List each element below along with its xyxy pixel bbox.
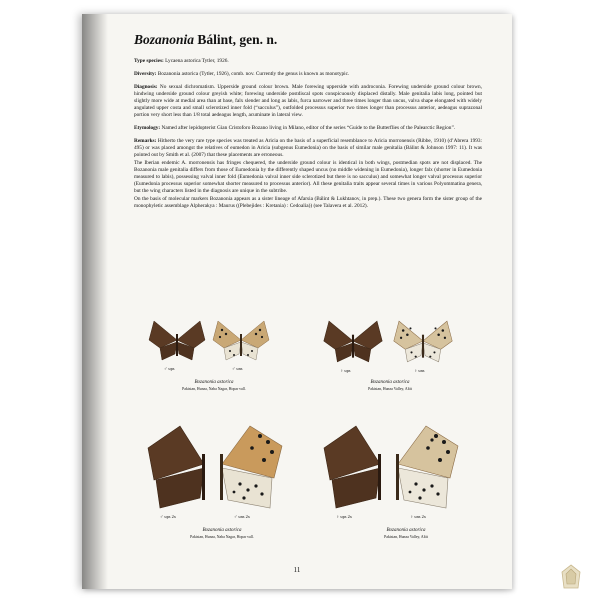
- genus-title: [134, 32, 482, 48]
- remarks-text-2: The Iberian endemic A. morronensis has fringes chequered, the underside ground colour is identical in both wings, postmedian spots are not displaced. The Bozanonia male genitalia differs from those of Eumedonia by the differently shaped uncus (no middle widening in Eumedonia), longer falx (shorter in Eumedonia measured to labis), possessing valval inner fold (Eumedonia valval inner side sclerotized but there is no sacculus) and somewhat longer valval processus superior (Eumedonia processus superior somewhat shorter measured to processus anterior). All these genitalia traits appear several times in various Polyommatina genera, but the wing characters listed in the diagnosis are unique in the subtribe.: [134, 159, 482, 194]
- type-species-label: Type species:: [134, 58, 164, 64]
- page-spine-shadow: [82, 14, 108, 589]
- diagnosis-paragraph: [134, 84, 482, 119]
- specimen-plate-row-2: [134, 424, 482, 554]
- female-upperside-2x-image: [320, 424, 384, 512]
- plate-1-right-caption: [330, 380, 450, 391]
- remarks-paragraph-2: [134, 160, 482, 195]
- plate-2-right-caption: [346, 528, 466, 539]
- locality-caption: Pakistan, Hunza Valley, Altit: [384, 535, 428, 539]
- pharaoh-logo-icon: [560, 564, 582, 590]
- diagnosis-label: Diagnosis:: [134, 83, 158, 90]
- book-page: [82, 14, 512, 589]
- remarks-text-3: On the basis of molecular markers Bozanonia appears as a sister lineage of Afarsia (Bálint & Lukhtanov, in prep.). These two genera form the sister group of the monophyletic assemblage Alpherakya : Maurus ((Plebejides : Kretania) : Cedoalia)) (see Talavera et al. 2012).: [134, 195, 482, 209]
- male-ups-label: ♂ ups: [164, 366, 175, 371]
- remarks-label: Remarks:: [134, 137, 157, 144]
- species-caption: Bozanonia astorica: [202, 528, 242, 533]
- male-upperside-specimen-image: [148, 318, 206, 364]
- type-species-paragraph: [134, 58, 482, 65]
- female-upperside-specimen-image: [322, 318, 384, 366]
- male-upperside-2x-image: [144, 424, 208, 512]
- article-text: [134, 32, 482, 216]
- genus-author: Bálint, gen. n.: [197, 32, 278, 47]
- remarks-paragraph-3: [134, 196, 482, 210]
- type-species-text: Lycaena astorica Tytler, 1926.: [165, 58, 229, 64]
- male-uns-2x-label: ♂ uns 2x: [234, 514, 250, 519]
- female-ups-label: ♀ ups: [340, 368, 351, 373]
- locality-caption: Pakistan, Hunza, Naba Nagar, Hopar vall.: [182, 387, 246, 391]
- locality-caption: Pakistan, Hunza Valley, Altit: [368, 387, 412, 391]
- page-number: 11: [293, 566, 301, 574]
- etymology-paragraph: [134, 125, 482, 132]
- etymology-text: Named after lepidopterist Gian Cristoforo Bozano living in Milano, editor of the series “Guide to the Butterflies of the Palearctic Region”.: [161, 124, 456, 131]
- species-caption: Bozanonia astorica: [370, 380, 410, 385]
- specimen-plate-row-1: [134, 314, 482, 406]
- plate-1-left-caption: [154, 380, 274, 391]
- diversity-paragraph: [134, 71, 482, 78]
- female-uns-label: ♀ uns: [414, 368, 425, 373]
- etymology-label: Etymology:: [134, 124, 161, 131]
- genus-name: Bozanonia: [134, 32, 195, 47]
- plate-2-left-caption: [162, 528, 282, 539]
- female-underside-2x-image: [392, 424, 462, 512]
- male-ups-2x-label: ♂ ups 2x: [160, 514, 176, 519]
- species-caption: Bozanonia astorica: [386, 528, 426, 533]
- male-underside-specimen-image: [212, 318, 270, 364]
- female-ups-2x-label: ♀ ups 2x: [336, 514, 352, 519]
- diversity-text: Bozanonia astorica (Tytler, 1926), comb. nov. Currently the genus is known as monotypic.: [157, 70, 350, 77]
- female-underside-specimen-image: [392, 318, 454, 366]
- locality-caption: Pakistan, Hunza, Naba Nagar, Hopar vall.: [190, 535, 254, 539]
- female-uns-2x-label: ♀ uns 2x: [410, 514, 426, 519]
- diversity-label: Diversity:: [134, 70, 157, 77]
- remarks-text: Hitherto the very rare type species was treated as Aricia on the basis of a superficial resemblance to Aricia morronensis (Ribbe, 1910) (d’Abrera 1993: 495) or was placed amongst the relatives of eumedon in Aricia (subgenus Eumedonia) on the basis of similar male genitalia (Bálint & Johnson 1997: 11). It was pointed out by Smith et al. (2007) that these placements are erroneous.: [134, 137, 482, 158]
- diagnosis-text: No sexual dichromatism. Upperside ground colour brown. Male forewing upperside with androconia. Forewing underside ground colour brown, hindwing underside ground colour greyish white; forewing underside postdiscal spots conspicuously displaced distally. Male genitalia labis long, pointed but slightly more wide at medial area than at base, falx slender and long as labis, furca narrower and three times longer than uncus, valva shape elongated with widely angulated upper costa and small sclerotized inner fold (“sacculus”), outfolded processus superior two times longer than processus anterior, aedeagus suprazonal portion very short less than 1/8 total aedeagus length, acuminate in lateral view.: [134, 83, 482, 118]
- male-underside-2x-image: [216, 424, 286, 512]
- remarks-paragraph: [134, 138, 482, 159]
- species-caption: Bozanonia astorica: [194, 380, 234, 385]
- male-uns-label: ♂ uns: [232, 366, 243, 371]
